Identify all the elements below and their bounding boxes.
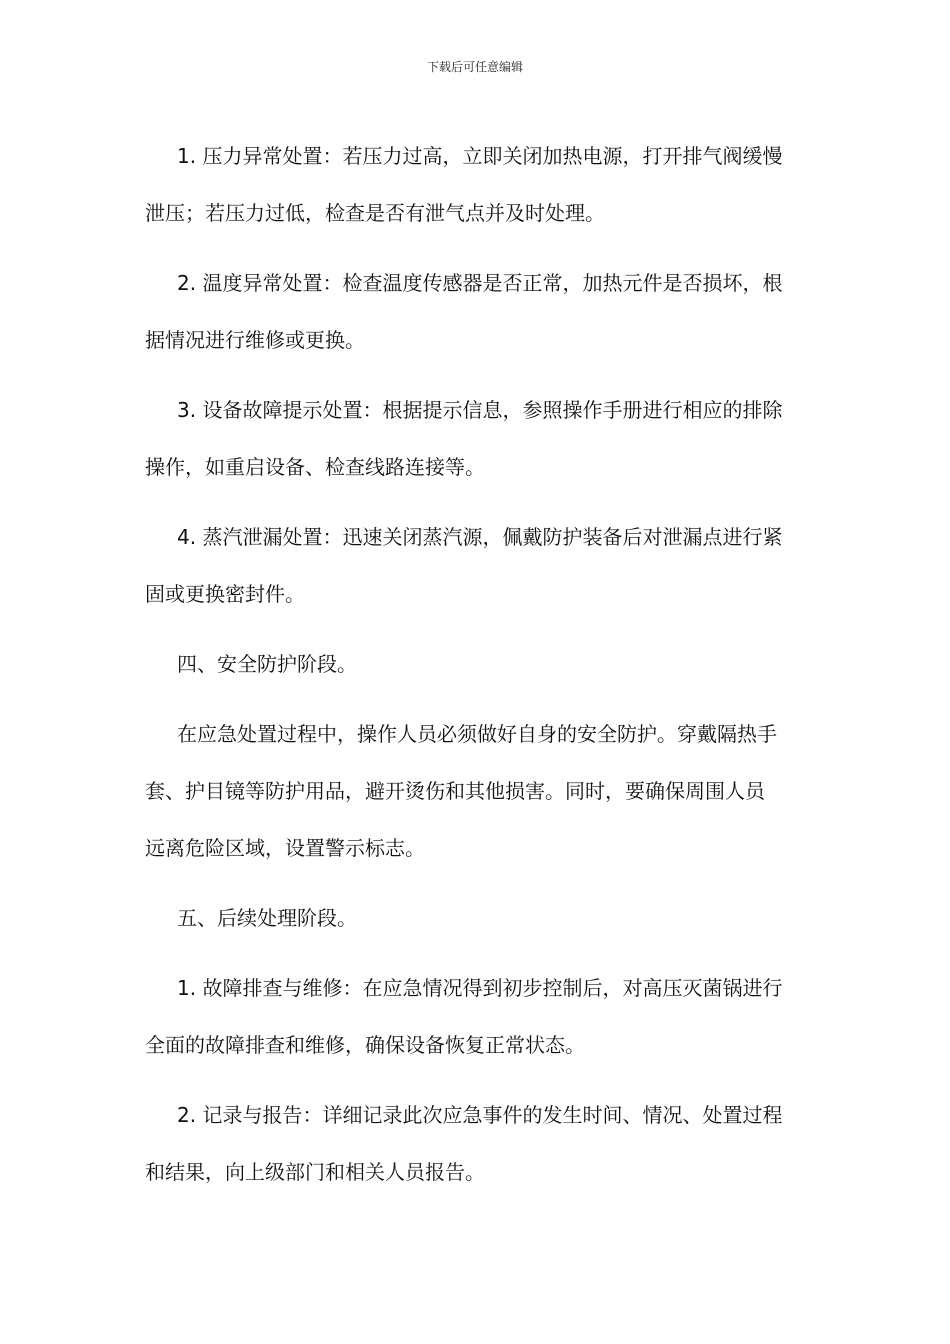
paragraph-line: 操作，如重启设备、检查线路连接等。 xyxy=(145,455,485,479)
paragraph-fault-alert-handling xyxy=(145,382,807,496)
paragraph-troubleshooting xyxy=(145,960,807,1074)
paragraph-line: 全面的故障排查和维修，确保设备恢复正常状态。 xyxy=(145,1033,585,1057)
paragraph-line: 3. 设备故障提示处置：根据提示信息，参照操作手册进行相应的排除 xyxy=(177,398,783,422)
section-heading-safety xyxy=(145,636,807,693)
paragraph-safety-protection xyxy=(145,706,807,877)
paragraph-line: 4. 蒸汽泄漏处置：迅速关闭蒸汽源，佩戴防护装备后对泄漏点进行紧 xyxy=(177,525,783,549)
paragraph-line: 套、护目镜等防护用品，避开烫伤和其他损害。同时，要确保周围人员 xyxy=(145,779,765,803)
section-heading: 五、后续处理阶段。 xyxy=(177,906,357,930)
paragraph-line: 1. 故障排查与维修：在应急情况得到初步控制后，对高压灭菌锅进行 xyxy=(177,976,783,1000)
paragraph-line: 据情况进行维修或更换。 xyxy=(145,328,365,352)
paragraph-steam-leak-handling xyxy=(145,509,807,623)
paragraph-line: 泄压；若压力过低，检查是否有泄气点并及时处理。 xyxy=(145,201,605,225)
paragraph-line: 远离危险区域，设置警示标志。 xyxy=(145,836,425,860)
paragraph-line: 2. 记录与报告：详细记录此次应急事件的发生时间、情况、处置过程 xyxy=(177,1103,783,1127)
paragraph-line: 1. 压力异常处置：若压力过高，立即关闭加热电源，打开排气阀缓慢 xyxy=(177,144,783,168)
paragraph-line: 和结果，向上级部门和相关人员报告。 xyxy=(145,1160,485,1184)
paragraph-line: 固或更换密封件。 xyxy=(145,582,305,606)
section-heading-follow-up xyxy=(145,890,807,947)
paragraph-pressure-handling xyxy=(145,128,807,242)
paragraph-temperature-handling xyxy=(145,255,807,369)
section-heading: 四、安全防护阶段。 xyxy=(177,652,357,676)
header-note: 下载后可任意编辑 xyxy=(426,60,523,74)
paragraph-record-report xyxy=(145,1087,807,1201)
document-body xyxy=(145,128,807,1214)
paragraph-line: 2. 温度异常处置：检查温度传感器是否正常，加热元件是否损坏，根 xyxy=(177,271,783,295)
paragraph-line: 在应急处置过程中，操作人员必须做好自身的安全防护。穿戴隔热手 xyxy=(177,722,777,746)
